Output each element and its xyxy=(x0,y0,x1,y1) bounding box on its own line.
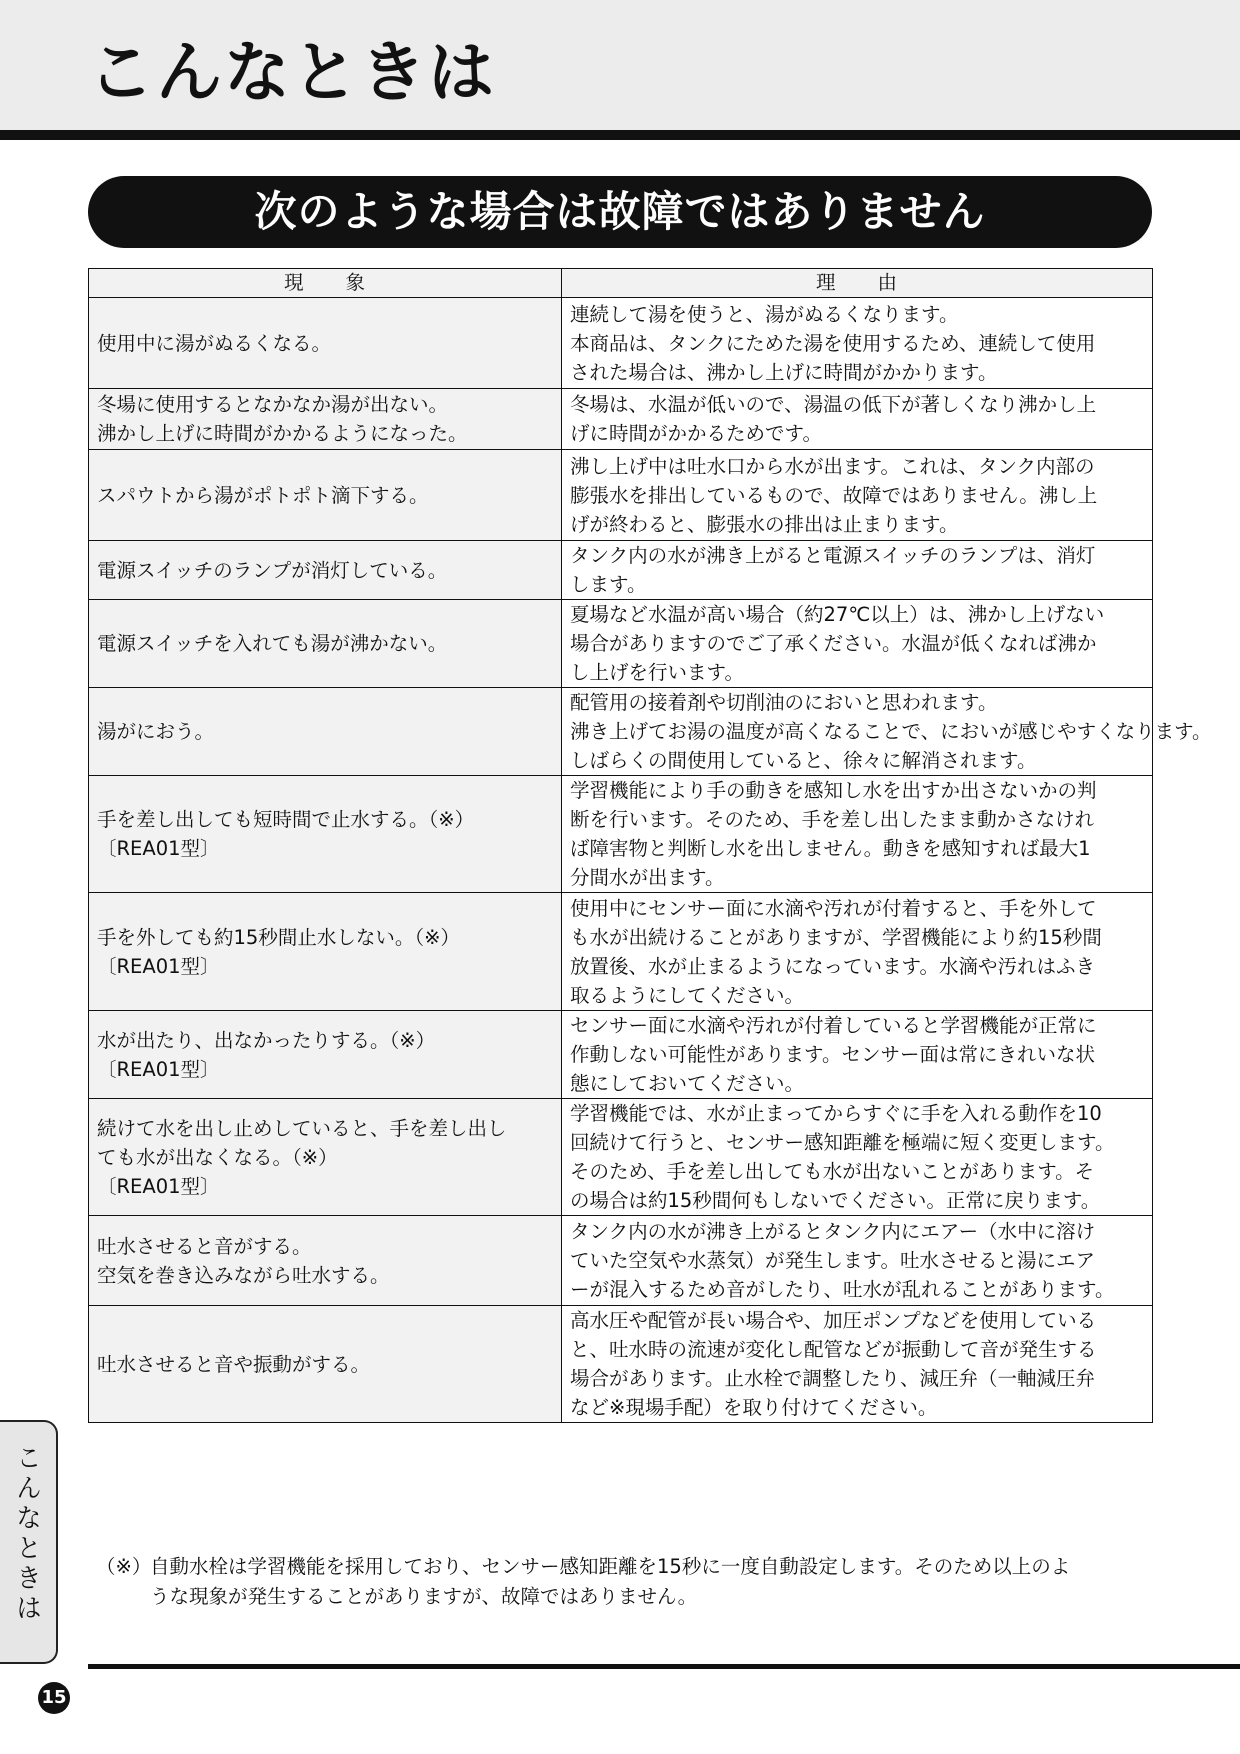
symptom-line: 手を差し出しても短時間で止水する。（※） xyxy=(97,808,475,831)
reason-line: 分間水が出ます。 xyxy=(570,866,725,889)
reason-line: します。 xyxy=(570,573,647,596)
reason-cell xyxy=(562,1099,1153,1216)
symptom-line: 〔REA01型〕 xyxy=(97,837,220,860)
reason-cell xyxy=(562,600,1153,688)
reason-line: 放置後、水が止まるようになっています。水滴や汚れはふき xyxy=(570,954,1095,978)
reason-line: げが終わると、膨張水の排出は止まります。 xyxy=(570,512,959,536)
side-tab xyxy=(0,1420,58,1664)
symptom-line: 吐水させると音がする。 xyxy=(97,1234,312,1258)
reason-line: 取るようにしてください。 xyxy=(570,983,805,1007)
reason-cell xyxy=(562,298,1153,389)
symptom-cell xyxy=(89,1306,562,1423)
side-tab-label: こんなときは xyxy=(11,1444,42,1624)
troubleshooting-table xyxy=(88,268,1212,1423)
reason-line: の場合は約15秒間何もしないでください。正常に戻ります。 xyxy=(570,1189,1101,1212)
table-row xyxy=(89,1099,1153,1216)
reason-line: 学習機能では、水が止まってからすぐに手を入れる動作を10 xyxy=(570,1102,1102,1125)
reason-line: 高水圧や配管が長い場合や、加圧ポンプなどを使用している xyxy=(570,1309,1097,1332)
reason-line: タンク内の水が沸き上がると電源スイッチのランプは、消灯 xyxy=(570,544,1096,567)
section-banner: 次のような場合は故障ではありません xyxy=(88,176,1152,248)
table-row xyxy=(89,893,1153,1011)
reason-line: 連続して湯を使うと、湯がぬるくなります。 xyxy=(570,302,959,326)
reason-line: 冬場は、水温が低いので、湯温の低下が著しくなり沸かし上 xyxy=(570,393,1097,416)
reason-line: ば障害物と判断し水を出しません。動きを感知すれば最大1 xyxy=(570,837,1091,860)
symptom-line: 〔REA01型〕 xyxy=(97,954,220,978)
table-row xyxy=(89,389,1153,450)
reason-cell xyxy=(562,450,1153,541)
symptom-line: ても水が出なくなる。（※） xyxy=(97,1145,338,1169)
reason-line: 配管用の接着剤や切削油のにおいと思われます。 xyxy=(570,691,998,714)
symptom-cell xyxy=(89,450,562,541)
reason-line: 断を行います。そのため、手を差し出したまま動かさなけれ xyxy=(570,808,1095,831)
reason-line: し上げを行います。 xyxy=(570,661,744,684)
symptom-line: 電源スイッチを入れても湯が沸かない。 xyxy=(97,632,448,655)
reason-line: 場合がありますのでご了承ください。水温が低くなれば沸か xyxy=(570,632,1097,655)
table-row xyxy=(89,688,1153,776)
reason-line: センサー面に水滴や汚れが付着していると学習機能が正常に xyxy=(570,1014,1097,1037)
symptom-cell xyxy=(89,893,562,1011)
reason-line: しばらくの間使用していると、徐々に解消されます。 xyxy=(570,749,1037,772)
reason-line: 回続けて行うと、センサー感知距離を極端に短く変更します。 xyxy=(570,1131,1115,1154)
table-row xyxy=(89,776,1153,893)
table-row xyxy=(89,1216,1153,1306)
table-header-row xyxy=(89,269,1153,298)
reason-cell xyxy=(562,1011,1153,1099)
symptom-cell xyxy=(89,776,562,893)
reason-line: 態にしておいてください。 xyxy=(570,1072,805,1095)
table-row xyxy=(89,1306,1153,1423)
reason-column-header: 理 由 xyxy=(562,269,1153,298)
reason-cell xyxy=(562,776,1153,893)
symptom-cell xyxy=(89,600,562,688)
footnote-line: うな現象が発生することがありますが、故障ではありません。 xyxy=(150,1585,698,1608)
footnote-line: 自動水栓は学習機能を採用しており、センサー感知距離を15秒に一度自動設定します。そのため以上のよ xyxy=(150,1555,1071,1578)
page-title: こんなときは xyxy=(88,34,496,111)
footer-divider xyxy=(88,1664,1240,1669)
reason-line: 使用中にセンサー面に水滴や汚れが付着すると、手を外して xyxy=(570,896,1097,920)
symptom-line: 続けて水を出し止めしていると、手を差し出し xyxy=(97,1116,507,1140)
table-row xyxy=(89,1011,1153,1099)
reason-line: 場合があります。止水栓で調整したり、減圧弁（一軸減圧弁 xyxy=(570,1367,1095,1390)
troubleshooting-table-container xyxy=(88,268,1212,1423)
reason-line: タンク内の水が沸き上がるとタンク内にエアー（水中に溶け xyxy=(570,1220,1096,1243)
header-divider xyxy=(0,130,1240,140)
reason-line: 沸き上げてお湯の温度が高くなることで、においが感じやすくなります。 xyxy=(570,720,1212,743)
reason-line: 沸し上げ中は吐水口から水が出ます。これは、タンク内部の xyxy=(570,454,1095,478)
reason-cell xyxy=(562,893,1153,1011)
reason-cell xyxy=(562,541,1153,600)
symptom-cell xyxy=(89,1099,562,1216)
reason-cell xyxy=(562,1306,1153,1423)
page-number-badge: 15 xyxy=(38,1682,70,1714)
symptom-line: 冬場に使用するとなかなか湯が出ない。 xyxy=(97,393,449,416)
symptom-cell xyxy=(89,1011,562,1099)
symptom-column-header: 現 象 xyxy=(89,269,562,298)
symptom-line: 使用中に湯がぬるくなる。 xyxy=(97,331,332,355)
symptom-line: 湯がにおう。 xyxy=(97,720,215,743)
symptom-line: 水が出たり、出なかったりする。（※） xyxy=(97,1028,436,1052)
reason-line: げに時間がかかるためです。 xyxy=(570,422,822,445)
table-row xyxy=(89,450,1153,541)
symptom-line: 空気を巻き込みながら吐水する。 xyxy=(97,1263,390,1287)
table-body xyxy=(89,298,1212,1423)
reason-line: 作動しない可能性があります。センサー面は常にきれいな状 xyxy=(570,1043,1095,1066)
reason-line: ていた空気や水蒸気）が発生します。吐水させると湯にエア xyxy=(570,1249,1095,1272)
symptom-cell xyxy=(89,1216,562,1306)
table-row xyxy=(89,298,1153,389)
footnote-text xyxy=(150,1552,1156,1612)
symptom-cell xyxy=(89,389,562,450)
reason-cell xyxy=(562,1216,1153,1306)
symptom-line: 〔REA01型〕 xyxy=(97,1174,220,1198)
reason-line: など※現場手配）を取り付けてください。 xyxy=(570,1396,938,1419)
reason-cell xyxy=(562,389,1153,450)
symptom-line: スパウトから湯がポトポト滴下する。 xyxy=(97,483,429,507)
symptom-line: 沸かし上げに時間がかかるようになった。 xyxy=(97,422,468,445)
symptom-cell xyxy=(89,541,562,600)
symptom-line: 〔REA01型〕 xyxy=(97,1057,220,1081)
symptom-cell xyxy=(89,298,562,389)
reason-line: された場合は、沸かし上げに時間がかかります。 xyxy=(570,360,998,384)
table-row xyxy=(89,541,1153,600)
symptom-line: 電源スイッチのランプが消灯している。 xyxy=(97,558,448,582)
reason-line: そのため、手を差し出しても水が出ないことがあります。そ xyxy=(570,1160,1095,1183)
reason-line: 本商品は、タンクにためた湯を使用するため、連続して使用 xyxy=(570,331,1096,355)
reason-cell xyxy=(562,688,1212,776)
symptom-line: 吐水させると音や振動がする。 xyxy=(97,1352,371,1376)
reason-line: 夏場など水温が高い場合（約27℃以上）は、沸かし上げない xyxy=(570,603,1105,626)
symptom-line: 手を外しても約15秒間止水しない。（※） xyxy=(97,925,460,949)
reason-line: と、吐水時の流速が変化し配管などが振動して音が発生する xyxy=(570,1338,1097,1361)
table-row xyxy=(89,600,1153,688)
reason-line: ーが混入するため音がしたり、吐水が乱れることがあります。 xyxy=(570,1278,1115,1301)
footnote xyxy=(96,1552,1156,1612)
reason-line: 学習機能により手の動きを感知し水を出すか出さないかの判 xyxy=(570,779,1097,802)
reason-line: も水が出続けることがありますが、学習機能により約15秒間 xyxy=(570,925,1102,949)
symptom-cell xyxy=(89,688,562,776)
footnote-mark: （※） xyxy=(96,1555,152,1578)
reason-line: 膨張水を排出しているもので、故障ではありません。沸し上 xyxy=(570,483,1098,507)
